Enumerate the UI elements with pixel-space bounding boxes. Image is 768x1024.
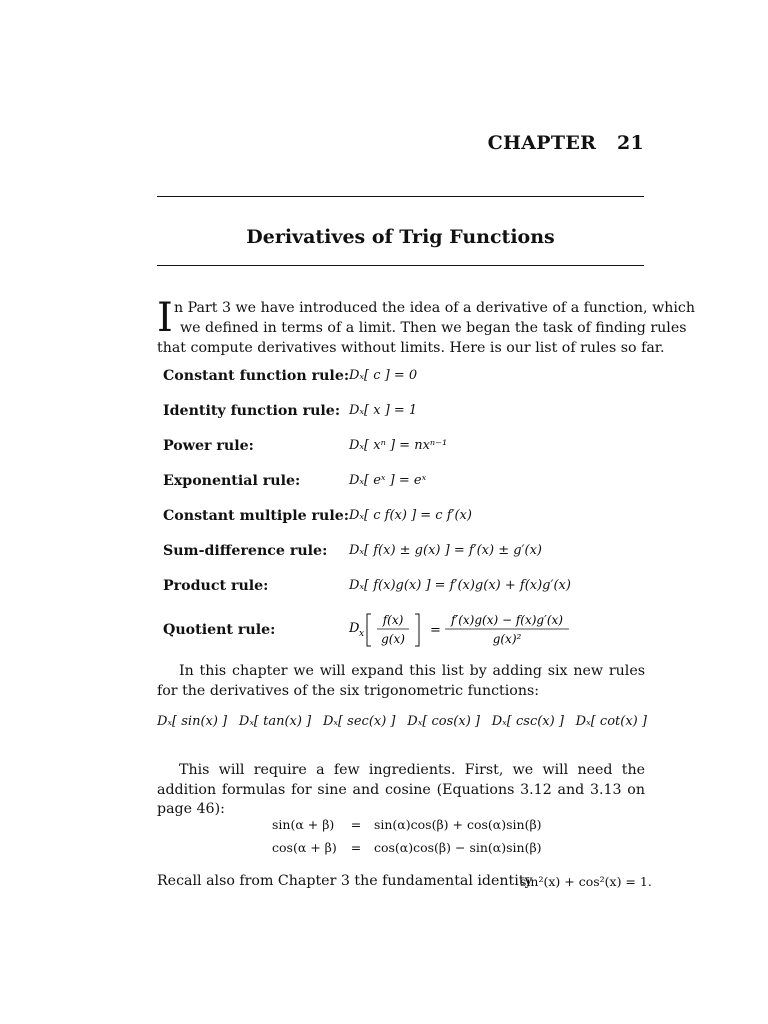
chapter-number: 21: [616, 132, 644, 154]
formula-eq: =: [350, 840, 362, 855]
left-denominator: g(x): [381, 632, 405, 646]
addition-formula-cos: [272, 840, 542, 855]
drop-cap: I: [157, 295, 173, 341]
recall-text: Recall also from Chapter 3 the fundamental identity: [157, 873, 533, 889]
rule-name: Constant function rule:: [163, 368, 350, 384]
rule-name: Exponential rule:: [163, 473, 301, 489]
left-numerator: f(x): [382, 613, 404, 627]
right-numerator: f′(x)g(x) − f(x)g′(x): [451, 613, 563, 627]
rule-name: Constant multiple rule:: [163, 508, 349, 524]
intro-line-1: n Part 3 we have introduced the idea of a derivative of a function, which: [174, 300, 695, 316]
trig-derivative-cot: Dₓ[ cot(x) ]: [575, 714, 647, 729]
rule-formula: Dₓ[ xⁿ ] = nxⁿ⁻¹: [349, 438, 448, 453]
rule-formula: Dₓ[ f(x)g(x) ] = f′(x)g(x) + f(x)g′(x): [349, 578, 571, 593]
rule-formula: Dₓ[ eˣ ] = eˣ: [349, 473, 427, 488]
trig-derivative-cos: Dₓ[ cos(x) ]: [407, 714, 480, 729]
pythagorean-identity: sin²(x) + cos²(x) = 1.: [520, 874, 652, 889]
rule-formula: Dₓ[ c f(x) ] = c f′(x): [349, 508, 472, 523]
rule-row: [163, 572, 633, 602]
title-rule-bottom: [157, 265, 644, 266]
rule-row: [163, 502, 633, 532]
title-rule-top: [157, 196, 644, 197]
derivative-operator: D: [349, 621, 360, 636]
right-denominator: g(x)²: [492, 632, 522, 646]
quotient-formula: [349, 610, 629, 654]
rule-row: [163, 467, 633, 497]
rule-formula: Dₓ[ f(x) ± g(x) ] = f′(x) ± g′(x): [349, 543, 542, 558]
trig-derivatives-row: [157, 714, 647, 740]
derivative-subscript: x: [359, 629, 365, 639]
left-bracket: [367, 614, 371, 646]
formula-rhs: cos(α)cos(β) − sin(α)sin(β): [373, 840, 542, 855]
rule-name: Sum-difference rule:: [163, 543, 328, 559]
quotient-formula-svg: [349, 610, 629, 650]
rule-formula: Dₓ[ c ] = 0: [349, 368, 418, 383]
rule-row: [163, 432, 633, 462]
paragraph-ingredients: This will require a few ingredients. First, we will need the addition formulas for sine and cosine (Equations 3.12 and 3.13 on page 46):: [157, 762, 645, 817]
chapter-label: CHAPTER: [487, 132, 597, 154]
trig-derivative-sin: Dₓ[ sin(x) ]: [157, 714, 228, 729]
rule-name: Product rule:: [163, 578, 269, 594]
intro-line-3: that compute derivatives without limits. Here is our list of rules so far.: [157, 340, 665, 356]
formula-lhs: sin(α + β): [272, 817, 335, 832]
right-bracket: [415, 614, 419, 646]
rule-name: Identity function rule:: [163, 403, 341, 419]
trig-derivative-tan: Dₓ[ tan(x) ]: [238, 714, 312, 729]
addition-formula-sin: [272, 817, 542, 832]
formula-lhs: cos(α + β): [272, 840, 337, 855]
intro-line-2: we defined in terms of a limit. Then we began the task of finding rules: [180, 320, 687, 336]
rule-name: Quotient rule:: [163, 622, 276, 638]
chapter-heading: [488, 132, 644, 154]
rule-row: [163, 537, 633, 567]
equals-sign: =: [430, 623, 441, 638]
rule-row: [163, 397, 633, 427]
formula-rhs: sin(α)cos(β) + cos(α)sin(β): [373, 817, 542, 832]
rule-row: [163, 610, 633, 650]
chapter-title: Derivatives of Trig Functions: [246, 226, 555, 248]
formula-eq: =: [350, 817, 362, 832]
rule-name: Power rule:: [163, 438, 254, 454]
trig-derivative-csc: Dₓ[ csc(x) ]: [491, 714, 564, 729]
paragraph-expand-list: In this chapter we will expand this list by adding six new rules for the derivatives of the six trigonometric functions:: [157, 663, 645, 699]
rule-formula: Dₓ[ x ] = 1: [349, 403, 418, 418]
rule-row: [163, 362, 633, 392]
trig-derivative-sec: Dₓ[ sec(x) ]: [322, 714, 396, 729]
